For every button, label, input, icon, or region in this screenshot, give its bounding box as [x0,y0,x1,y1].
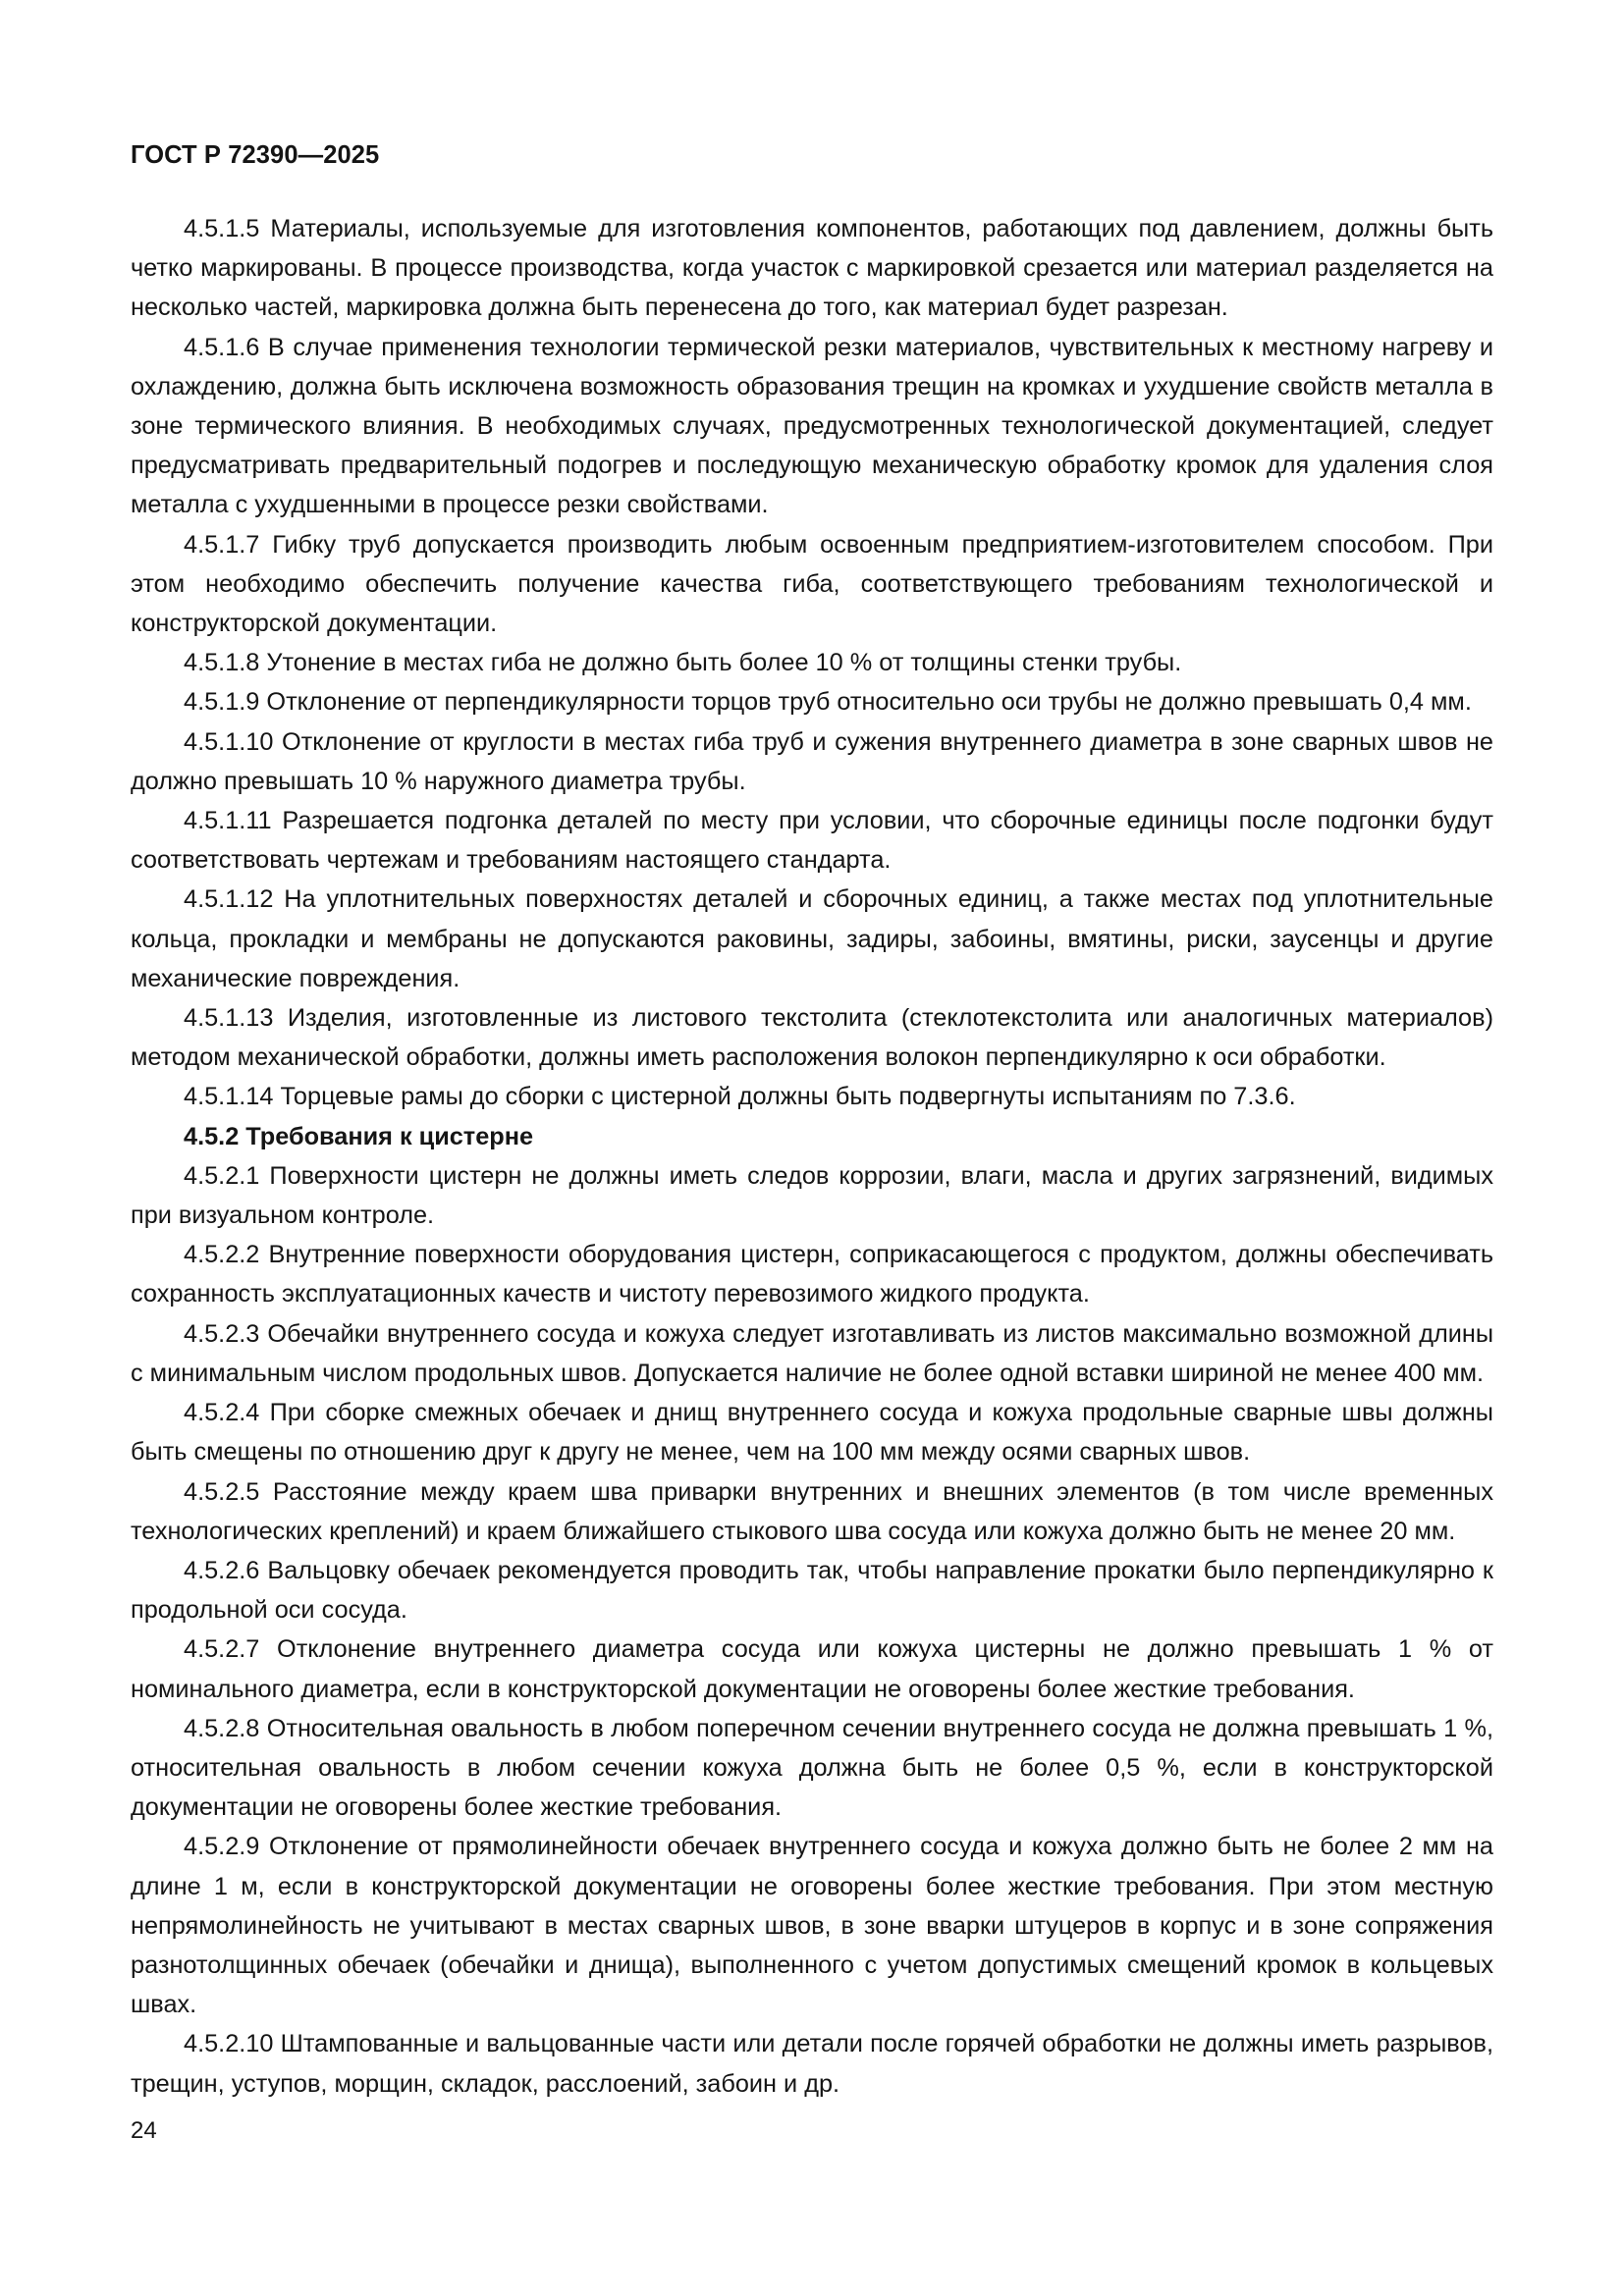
page-number: 24 [131,2117,157,2144]
clause-paragraph: 4.5.2.9 Отклонение от прямолинейности обечаек внутреннего сосуда и кожуха должно быть не более 2 мм на длине 1 м, если в конструкторской документации не оговорены более жесткие требования. При этом местную непрямолинейность не учитывают в местах сварных швов, в зоне вварки штуцеров в корпус и в зоне сопряжения разнотолщинных обечаек (обечайки и днища), выполненного с учетом допустимых смещений кромок в кольцевых швах. [131,1833,1493,2019]
clause-paragraph: 4.5.2.2 Внутренние поверхности оборудования цистерн, соприкасающегося с продуктом, должны обеспечивать сохранность эксплуатационных качеств и чистоту перевозимого жидкого продукта. [131,1241,1493,1308]
clause-paragraph: 4.5.2.7 Отклонение внутреннего диаметра сосуда или кожуха цистерны не должно превышать 1 % от номинального диаметра, если в конструкторской документации не оговорены более жесткие требования. [131,1635,1493,1703]
clause-paragraph: 4.5.1.10 Отклонение от круглости в местах гиба труб и сужения внутреннего диаметра в зоне сварных швов не должно превышать 10 % наружного диаметра трубы. [131,727,1493,795]
clause-paragraph: 4.5.2.8 Относительная овальность в любом поперечном сечении внутреннего сосуда не должна превышать 1 %, относительная овальность в любом сечении кожуха должна быть не более 0,5 %, если в конструкторской документации не оговорены более жесткие требования. [131,1714,1493,1822]
clause-paragraph: 4.5.1.9 Отклонение от перпендикулярности торцов труб относительно оси трубы не должно превышать 0,4 мм. [184,688,1472,717]
clause-paragraph: 4.5.2.5 Расстояние между краем шва приварки внутренних и внешних элементов (в том числе временных технологических креплений) и краем ближайшего стыкового шва сосуда или кожуха должно быть не менее 20 мм. [131,1477,1493,1545]
clause-paragraph: 4.5.2.3 Обечайки внутреннего сосуда и кожуха следует изготавливать из листов максимально возможной длины с минимальным числом продольных швов. Допускается наличие не более одной вставки шириной не менее 400 мм. [131,1319,1493,1387]
clause-paragraph: 4.5.1.14 Торцевые рамы до сборки с цистерной должны быть подвергнуты испытаниям по 7.3.6. [184,1083,1296,1111]
clause-paragraph: 4.5.2.10 Штампованные и вальцованные части или детали после горячей обработки не должны иметь разрывов, трещин, уступов, морщин, складок, расслоений, забоин и др. [131,2030,1493,2098]
clause-paragraph: 4.5.1.12 На уплотнительных поверхностях деталей и сборочных единиц, а также местах под уплотнительные кольца, прокладки и мембраны не допускаются раковины, задиры, забоины, вмятины, риски, заусенцы и другие механические повреждения. [131,885,1493,992]
clause-paragraph: 4.5.2.6 Вальцовку обечаек рекомендуется проводить так, чтобы направление прокатки было перпендикулярно к продольной оси сосуда. [131,1556,1493,1625]
clause-paragraph: 4.5.1.5 Материалы, используемые для изготовления компонентов, работающих под давлением, должны быть четко маркированы. В процессе производства, когда участок с маркировкой срезается или материал разделяется на несколько частей, маркировка должна быть перенесена до того, как материал будет разрезан. [131,215,1493,322]
document-body [131,209,1493,2104]
clause-paragraph: 4.5.1.11 Разрешается подгонка деталей по месту при условии, что сборочные единицы после подгонки будут соответствовать чертежам и требованиям настоящего стандарта. [131,807,1493,875]
clause-paragraph: 4.5.2.4 При сборке смежных обечаек и днищ внутреннего сосуда и кожуха продольные сварные швы должны быть смещены по отношению друг к другу не менее, чем на 100 мм между осями сварных швов. [131,1399,1493,1467]
clause-paragraph: 4.5.1.6 В случае применения технологии термической резки материалов, чувствительных к местному нагреву и охлаждению, должна быть исключена возможность образования трещин на кромках и ухудшение свойств металла в зоне термического влияния. В необходимых случаях, предусмотренных технологической документацией, следует предусматривать предварительный подогрев и последующую механическую обработку кромок для удаления слоя металла с ухудшенными в процессе резки свойствами. [131,333,1493,519]
clause-paragraph: 4.5.1.7 Гибку труб допускается производить любым освоенным предприятием-изготовителем способом. При этом необходимо обеспечить получение качества гиба, соответствующего требованиям технологической и конструкторской документации. [131,530,1493,638]
section-heading: 4.5.2 Требования к цистерне [184,1122,534,1150]
standard-number-header: ГОСТ Р 72390—2025 [131,141,380,169]
clause-paragraph: 4.5.1.13 Изделия, изготовленные из листового текстолита (стеклотекстолита или аналогичных материалов) методом механической обработки, должны иметь расположения волокон перпендикулярно к оси обработки. [131,1004,1493,1072]
clause-paragraph: 4.5.1.8 Утонение в местах гиба не должно быть более 10 % от толщины стенки трубы. [184,649,1182,677]
clause-paragraph: 4.5.2.1 Поверхности цистерн не должны иметь следов коррозии, влаги, масла и других загрязнений, видимых при визуальном контроле. [131,1161,1493,1230]
